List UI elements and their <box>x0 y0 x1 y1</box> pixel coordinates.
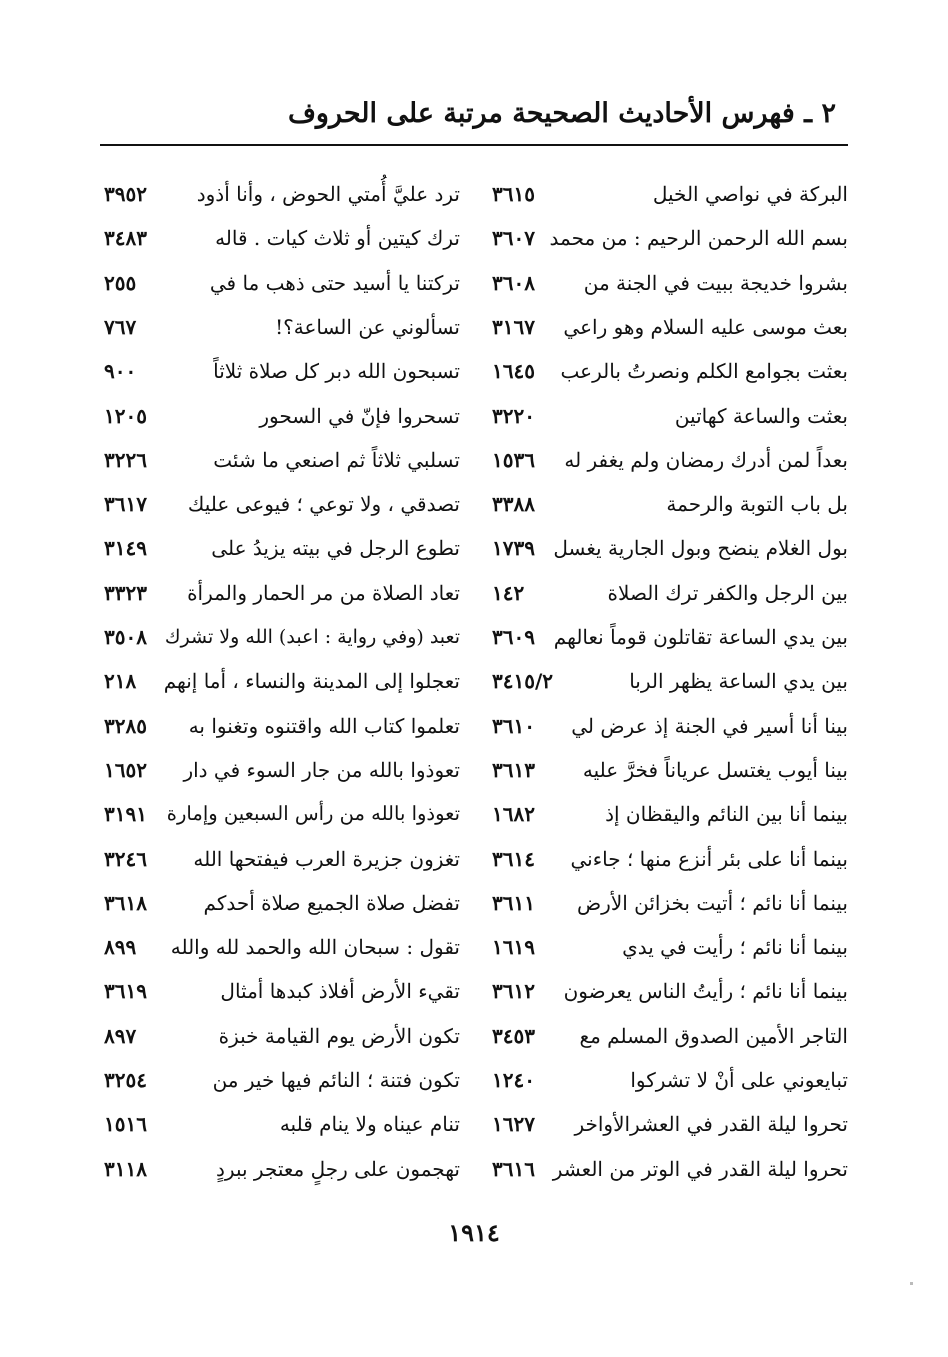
entry-title: بينما أنا نائم ؛ رأيت في يدي <box>622 935 848 959</box>
index-entry <box>480 927 848 967</box>
entry-title: بينا أنا أسير في الجنة إذ عرض لي <box>571 714 848 738</box>
index-entry <box>480 1149 848 1189</box>
index-entry <box>480 573 848 613</box>
entry-title: بعث موسى عليه السلام وهو راعي <box>563 315 848 339</box>
entry-title: تعوذوا بالله من جار السوء في دار <box>183 758 460 782</box>
index-entry <box>100 1060 460 1100</box>
index-entry <box>480 484 848 524</box>
entry-title: بين يدي الساعة تقاتلون قوماً نعالهم <box>553 625 848 649</box>
entry-title: بين يدي الساعة يظهر الربا <box>629 669 848 693</box>
entry-title: تبايعوني على أنْ لا تشركوا <box>630 1068 848 1092</box>
index-entry <box>480 750 848 790</box>
entry-title: بينما أنا على بئر أنزع منها ؛ جاءني <box>570 847 848 871</box>
entry-title: تحروا ليلة القدر في العشرالأواخر <box>574 1112 848 1136</box>
entry-number: ٣٢٢٦ <box>104 448 147 472</box>
entry-title: تكون الأرض يوم القيامة خبزة <box>218 1024 460 1048</box>
entry-number: ٣٤٥٣ <box>492 1024 535 1048</box>
index-entry <box>100 1016 460 1056</box>
index-entry <box>480 307 848 347</box>
entry-number: ٣٣٨٨ <box>492 492 535 516</box>
entry-title: تهجمون على رجلٍ معتجر ببردٍ <box>216 1157 460 1181</box>
entry-title: تركتنا يا أسيد حتى ذهب ما في <box>209 271 460 295</box>
index-entry <box>480 706 848 746</box>
entry-number: ٣٢٥٤ <box>104 1068 147 1092</box>
scan-speck <box>910 1282 913 1285</box>
index-entry <box>100 661 460 701</box>
entry-number: ٣٣٢٣ <box>104 581 147 605</box>
entry-title: بسم الله الرحمن الرحيم : من محمد <box>549 226 848 250</box>
index-entry <box>100 794 460 834</box>
entry-number: ٣١١٨ <box>104 1157 147 1181</box>
entry-title: تصدقي ، ولا توعي ؛ فيوعى عليك <box>187 492 460 516</box>
entry-number: ١٦١٩ <box>492 935 535 959</box>
entry-number: ٢٥٥ <box>104 271 137 295</box>
entry-number: ٣٩٥٢ <box>104 182 147 206</box>
index-entry <box>480 661 848 701</box>
index-entry <box>480 794 848 834</box>
index-entry <box>100 484 460 524</box>
entry-number: ١٦٥٢ <box>104 758 147 782</box>
entry-title: بينما أنا نائم ؛ رأيتُ الناس يعرضون <box>563 979 848 1003</box>
entry-title: التاجر الأمين الصدوق المسلم مع <box>579 1024 848 1048</box>
entry-title: تسحروا فإنّ في السحور <box>259 404 460 428</box>
entry-title: تطوع الرجل في بيته يزيدُ على <box>211 536 460 560</box>
entry-title: تكون فتنة ؛ النائم فيها خير من <box>212 1068 460 1092</box>
entry-title: تقول : سبحان الله والحمد لله والله <box>170 935 460 959</box>
entry-title: بعثت بجوامع الكلم ونصرتُ بالرعب <box>560 359 848 383</box>
entry-number: ٣٦١٢ <box>492 979 535 1003</box>
index-entry <box>100 307 460 347</box>
index-entry <box>100 440 460 480</box>
entry-number: ٣٦١٠ <box>492 714 535 738</box>
header-title: ٢ ـ فهرس الأحاديث الصحيحة مرتبة على الحروف <box>287 98 836 129</box>
index-entry <box>480 1060 848 1100</box>
entry-number: ٣٦١١ <box>492 891 535 915</box>
left-column <box>100 174 460 1194</box>
index-entry <box>480 440 848 480</box>
entry-number: ١٢٠٥ <box>104 404 147 428</box>
entry-title: تعاد الصلاة من مر الحمار والمرأة <box>187 581 460 605</box>
entry-title: بعداً لمن أدرك رمضان ولم يغفر له <box>564 448 848 472</box>
entry-number: ١٥٣٦ <box>492 448 535 472</box>
right-column <box>480 174 848 1194</box>
index-entry <box>100 573 460 613</box>
entry-number: ٣٥٠٨ <box>104 625 147 649</box>
entry-title: تقيء الأرض أفلاذ كبدها أمثال <box>220 979 460 1003</box>
entry-number: ١٤٢ <box>492 581 525 605</box>
entry-number: ٣٤١٥/٢ <box>492 669 554 693</box>
entry-number: ٣٢٤٦ <box>104 847 147 871</box>
index-entry <box>100 839 460 879</box>
entry-number: ٣٦١٦ <box>492 1157 535 1181</box>
index-entry <box>100 750 460 790</box>
entry-title: بل باب التوبة والرحمة <box>666 492 848 516</box>
entry-title: تسلبي ثلاثاً ثم اصنعي ما شئت <box>213 448 460 472</box>
index-entry <box>480 1016 848 1056</box>
index-entry <box>100 1104 460 1144</box>
index-entry <box>480 971 848 1011</box>
entry-number: ٣١٦٧ <box>492 315 535 339</box>
entry-title: تفضل صلاة الجميع صلاة أحدكم <box>203 891 460 915</box>
index-entry <box>480 174 848 214</box>
entry-title: تغزون جزيرة العرب فيفتحها الله <box>193 847 460 871</box>
entry-number: ٧٦٧ <box>104 315 137 339</box>
index-entry <box>100 218 460 258</box>
page-number: ١٩١٤ <box>448 1218 500 1247</box>
index-entry <box>100 883 460 923</box>
running-header <box>100 88 848 140</box>
entry-title: بول الغلام ينضح وبول الجارية يغسل <box>553 536 848 560</box>
entry-title: البركة في نواصي الخيل <box>652 182 848 206</box>
header-rule <box>100 144 848 146</box>
entry-number: ٣٢٢٠ <box>492 404 535 428</box>
entry-title: بين الرجل والكفر ترك الصلاة <box>607 581 848 605</box>
entry-number: ٣٦١٧ <box>104 492 147 516</box>
entry-title: تعبد (وفي رواية : اعبد) الله ولا تشرك <box>164 626 460 648</box>
index-entry <box>100 263 460 303</box>
entry-title: تسألوني عن الساعة؟! <box>275 315 460 339</box>
entry-number: ٨٩٩ <box>104 935 137 959</box>
entry-title: بعثت والساعة كهاتين <box>674 404 848 428</box>
entry-title: تعوذوا بالله من رأس السبعين وإمارة <box>166 802 460 825</box>
index-entry <box>480 617 848 657</box>
index-entry <box>100 528 460 568</box>
entry-number: ٣٢٨٥ <box>104 714 147 738</box>
entry-title: بينا أيوب يغتسل عرياناً فخرَّ عليه <box>582 758 848 782</box>
index-entry <box>480 839 848 879</box>
entry-number: ١٦٤٥ <box>492 359 535 383</box>
entry-title: تحروا ليلة القدر في الوتر من العشر <box>552 1157 848 1181</box>
index-entry <box>480 883 848 923</box>
entry-number: ٣١٩١ <box>104 802 147 826</box>
entry-number: ٣٦١٣ <box>492 758 535 782</box>
entry-title: بينما أنا بين النائم واليقظان إذ <box>605 802 848 826</box>
entry-number: ١٢٤٠ <box>492 1068 535 1092</box>
entry-number: ٣٦١٥ <box>492 182 535 206</box>
entry-title: تنام عيناه ولا ينام قلبه <box>279 1112 460 1136</box>
index-entry <box>100 351 460 391</box>
index-entry <box>100 174 460 214</box>
entry-title: تعجلوا إلى المدينة والنساء ، أما إنهم <box>163 669 460 693</box>
entry-number: ٢١٨ <box>104 669 137 693</box>
index-entry <box>480 351 848 391</box>
entry-title: بشروا خديجة ببيت في الجنة من <box>583 271 848 295</box>
entry-number: ٣٤٨٣ <box>104 226 147 250</box>
entry-number: ٣١٤٩ <box>104 536 147 560</box>
entry-number: ٣٦٠٨ <box>492 271 535 295</box>
entry-number: ١٧٣٩ <box>492 536 535 560</box>
index-entry <box>480 528 848 568</box>
entry-title: ترك كيتين أو ثلاث كيات . قاله <box>215 226 460 250</box>
entry-number: ١٦٢٧ <box>492 1112 535 1136</box>
index-entry <box>100 706 460 746</box>
entry-number: ٣٦١٩ <box>104 979 147 1003</box>
index-entry <box>100 927 460 967</box>
entry-title: ترد عليَّ أُمتي الحوض ، وأنا أذود <box>196 182 460 206</box>
entry-number: ٨٩٧ <box>104 1024 137 1048</box>
entry-number: ١٥١٦ <box>104 1112 147 1136</box>
index-entry <box>100 396 460 436</box>
entry-number: ٣٦٠٧ <box>492 226 535 250</box>
entry-number: ٣٦١٨ <box>104 891 147 915</box>
index-entry <box>480 396 848 436</box>
index-entry <box>100 971 460 1011</box>
entry-number: ١٦٨٢ <box>492 802 535 826</box>
entry-title: تسبحون الله دبر كل صلاة ثلاثاً <box>213 359 460 383</box>
index-entry <box>100 617 460 657</box>
index-entry <box>480 1104 848 1144</box>
index-entry <box>480 218 848 258</box>
entry-number: ٣٦١٤ <box>492 847 535 871</box>
entry-title: تعلموا كتاب الله واقتنوه وتغنوا به <box>188 714 460 738</box>
entry-number: ٣٦٠٩ <box>492 625 535 649</box>
entry-number: ٩٠٠ <box>104 359 137 383</box>
index-entry <box>480 263 848 303</box>
entry-title: بينما أنا نائم ؛ أتيت بخزائن الأرض <box>576 891 848 915</box>
index-entry <box>100 1149 460 1189</box>
